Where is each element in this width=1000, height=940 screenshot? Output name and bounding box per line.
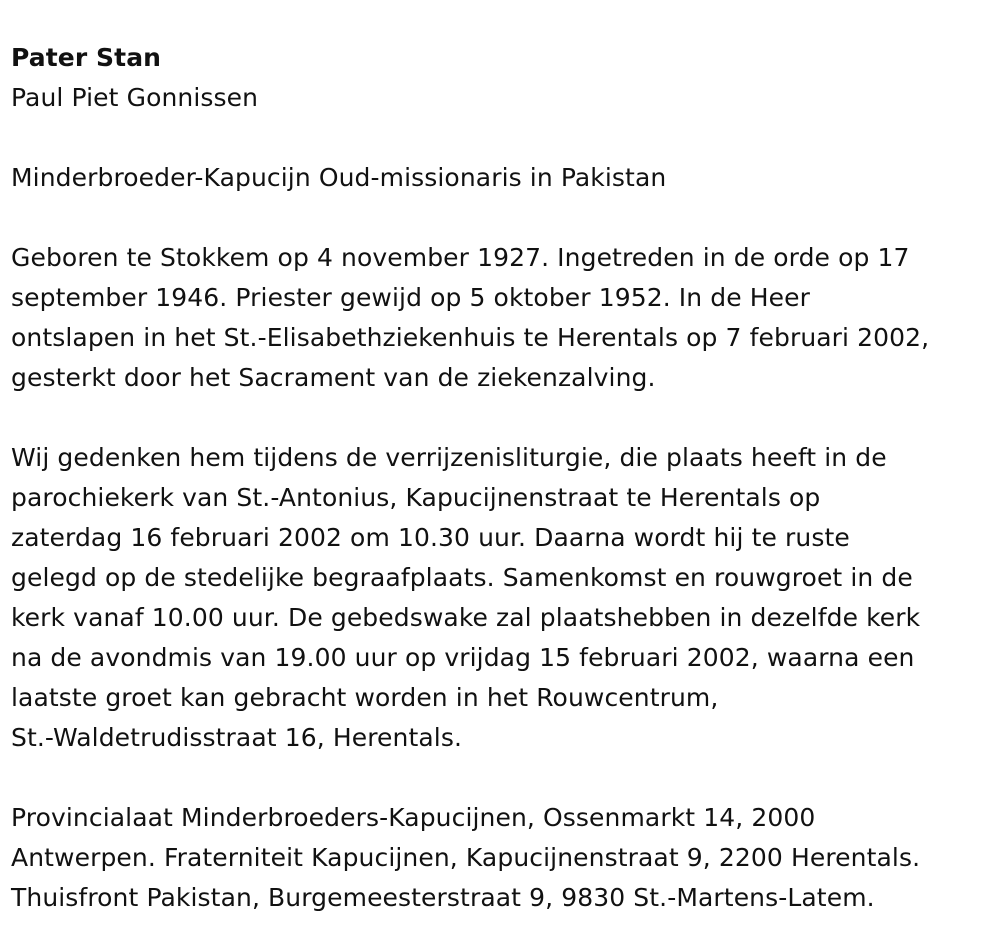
ceremony-line: kerk vanaf 10.00 uur. De gebedswake zal plaatshebben in dezelfde kerk <box>11 603 921 632</box>
addresses-paragraph <box>11 798 989 918</box>
address-line: Antwerpen. Fraterniteit Kapucijnen, Kapucijnenstraat 9, 2200 Herentals. <box>11 843 921 872</box>
biography-line: september 1946. Priester gewijd op 5 oktober 1952. In de Heer <box>11 283 811 312</box>
biography-line: Geboren te Stokkem op 4 november 1927. Ingetreden in de orde op 17 <box>11 243 910 272</box>
ceremony-line: laatste groet kan gebracht worden in het Rouwcentrum, <box>11 683 719 712</box>
biography-line: gesterkt door het Sacrament van de ziekenzalving. <box>11 363 656 392</box>
address-line: Thuisfront Pakistan, Burgemeesterstraat 9, 9830 St.-Martens-Latem. <box>11 883 875 912</box>
spacer <box>11 118 989 158</box>
address-line: Provincialaat Minderbroeders-Kapucijnen, Ossenmarkt 14, 2000 <box>11 803 816 832</box>
spacer <box>11 398 989 438</box>
spacer <box>11 758 989 798</box>
ceremony-line: Wij gedenken hem tijdens de verrijzenisliturgie, die plaats heeft in de <box>11 443 887 472</box>
ceremony-line: na de avondmis van 19.00 uur op vrijdag 15 februari 2002, waarna een <box>11 643 915 672</box>
deceased-role: Minderbroeder-Kapucijn Oud-missionaris in Pakistan <box>11 163 667 192</box>
deceased-full-name: Paul Piet Gonnissen <box>11 83 259 112</box>
spacer <box>11 198 989 238</box>
biography-paragraph <box>11 238 989 398</box>
ceremony-paragraph <box>11 438 989 758</box>
ceremony-line: parochiekerk van St.-Antonius, Kapucijnenstraat te Herentals op <box>11 483 821 512</box>
biography-line: ontslapen in het St.-Elisabethziekenhuis te Herentals op 7 februari 2002, <box>11 323 930 352</box>
ceremony-line: zaterdag 16 februari 2002 om 10.30 uur. Daarna wordt hij te ruste <box>11 523 850 552</box>
ceremony-line: gelegd op de stedelijke begraafplaats. Samenkomst en rouwgroet in de <box>11 563 913 592</box>
ceremony-line: St.-Waldetrudisstraat 16, Herentals. <box>11 723 462 752</box>
deceased-name: Pater Stan <box>11 43 162 72</box>
